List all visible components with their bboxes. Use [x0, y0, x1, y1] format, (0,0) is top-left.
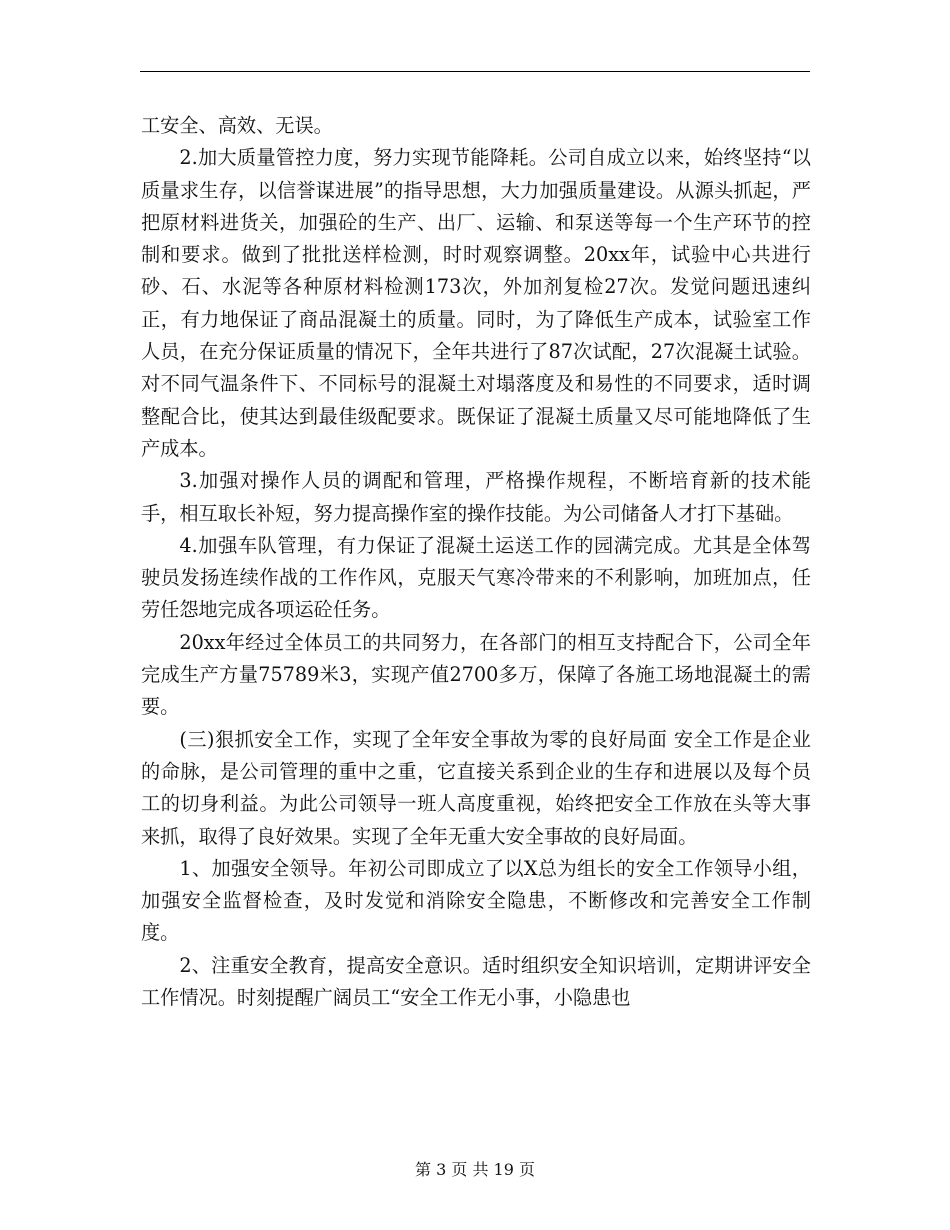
- document-body: [141, 110, 811, 1014]
- paragraph-3: 4.加强车队管理，有力保证了混凝土运送工作的园满完成。尤其是全体驾驶员发扬连续作战的工作作风，克服天气寒冷带来的不利影响，加班加点，任劳任怨地完成各项运砼任务。: [141, 533, 811, 622]
- page-number-footer: 第 3 页 共 19 页: [415, 1160, 535, 1179]
- paragraph-7: 2、注重安全教育，提高安全意识。适时组织安全知识培训，定期讲评安全工作情况。时刻提醒广阔员工“安全工作无小事，小隐患也: [141, 953, 811, 1010]
- paragraph-4: 20xx年经过全体员工的共同努力，在各部门的相互支持配合下，公司全年完成生产方量75789米3，实现产值2700多万，保障了各施工场地混凝土的需要。: [141, 630, 811, 719]
- paragraph-5: (三)狠抓安全工作，实现了全年安全事故为零的良好局面 安全工作是企业的命脉，是公司管理的重中之重，它直接关系到企业的生存和进展以及每个员工的切身利益。为此公司领导一班人高度重视，始终把安全工作放在头等大事来抓，取得了良好效果。实现了全年无重大安全事故的良好局面。: [141, 727, 811, 848]
- paragraph-0: 工安全、高效、无误。: [141, 114, 333, 137]
- header-rule: [140, 71, 810, 72]
- paragraph-1: 2.加大质量管控力度，努力实现节能降耗。公司自成立以来，始终坚持“以质量求生存，以信誉谋进展”的指导思想，大力加强质量建设。从源头抓起，严把原材料进货关，加强砼的生产、出厂、运输、和泵送等每一个生产环节的控制和要求。做到了批批送样检测，时时观察调整。20xx年，试验中心共进行砂、石、水泥等各种原材料检测173次，外加剂复检27次。发觉问题迅速纠正，有力地保证了商品混凝土的质量。同时，为了降低生产成本，试验室工作人员，在充分保证质量的情况下，全年共进行了87次试配，27次混凝土试验。对不同气温条件下、不同标号的混凝土对塌落度及和易性的不同要求，适时调整配合比，使其达到最佳级配要求。既保证了混凝土质量又尽可能地降低了生产成本。: [141, 146, 811, 460]
- paragraph-2: 3.加强对操作人员的调配和管理，严格操作规程，不断培育新的技术能手，相互取长补短，努力提高操作室的操作技能。为公司储备人才打下基础。: [141, 469, 811, 525]
- paragraph-6: 1、加强安全领导。年初公司即成立了以X总为组长的安全工作领导小组，加强安全监督检查，及时发觉和消除安全隐患，不断修改和完善安全工作制度。: [141, 856, 811, 945]
